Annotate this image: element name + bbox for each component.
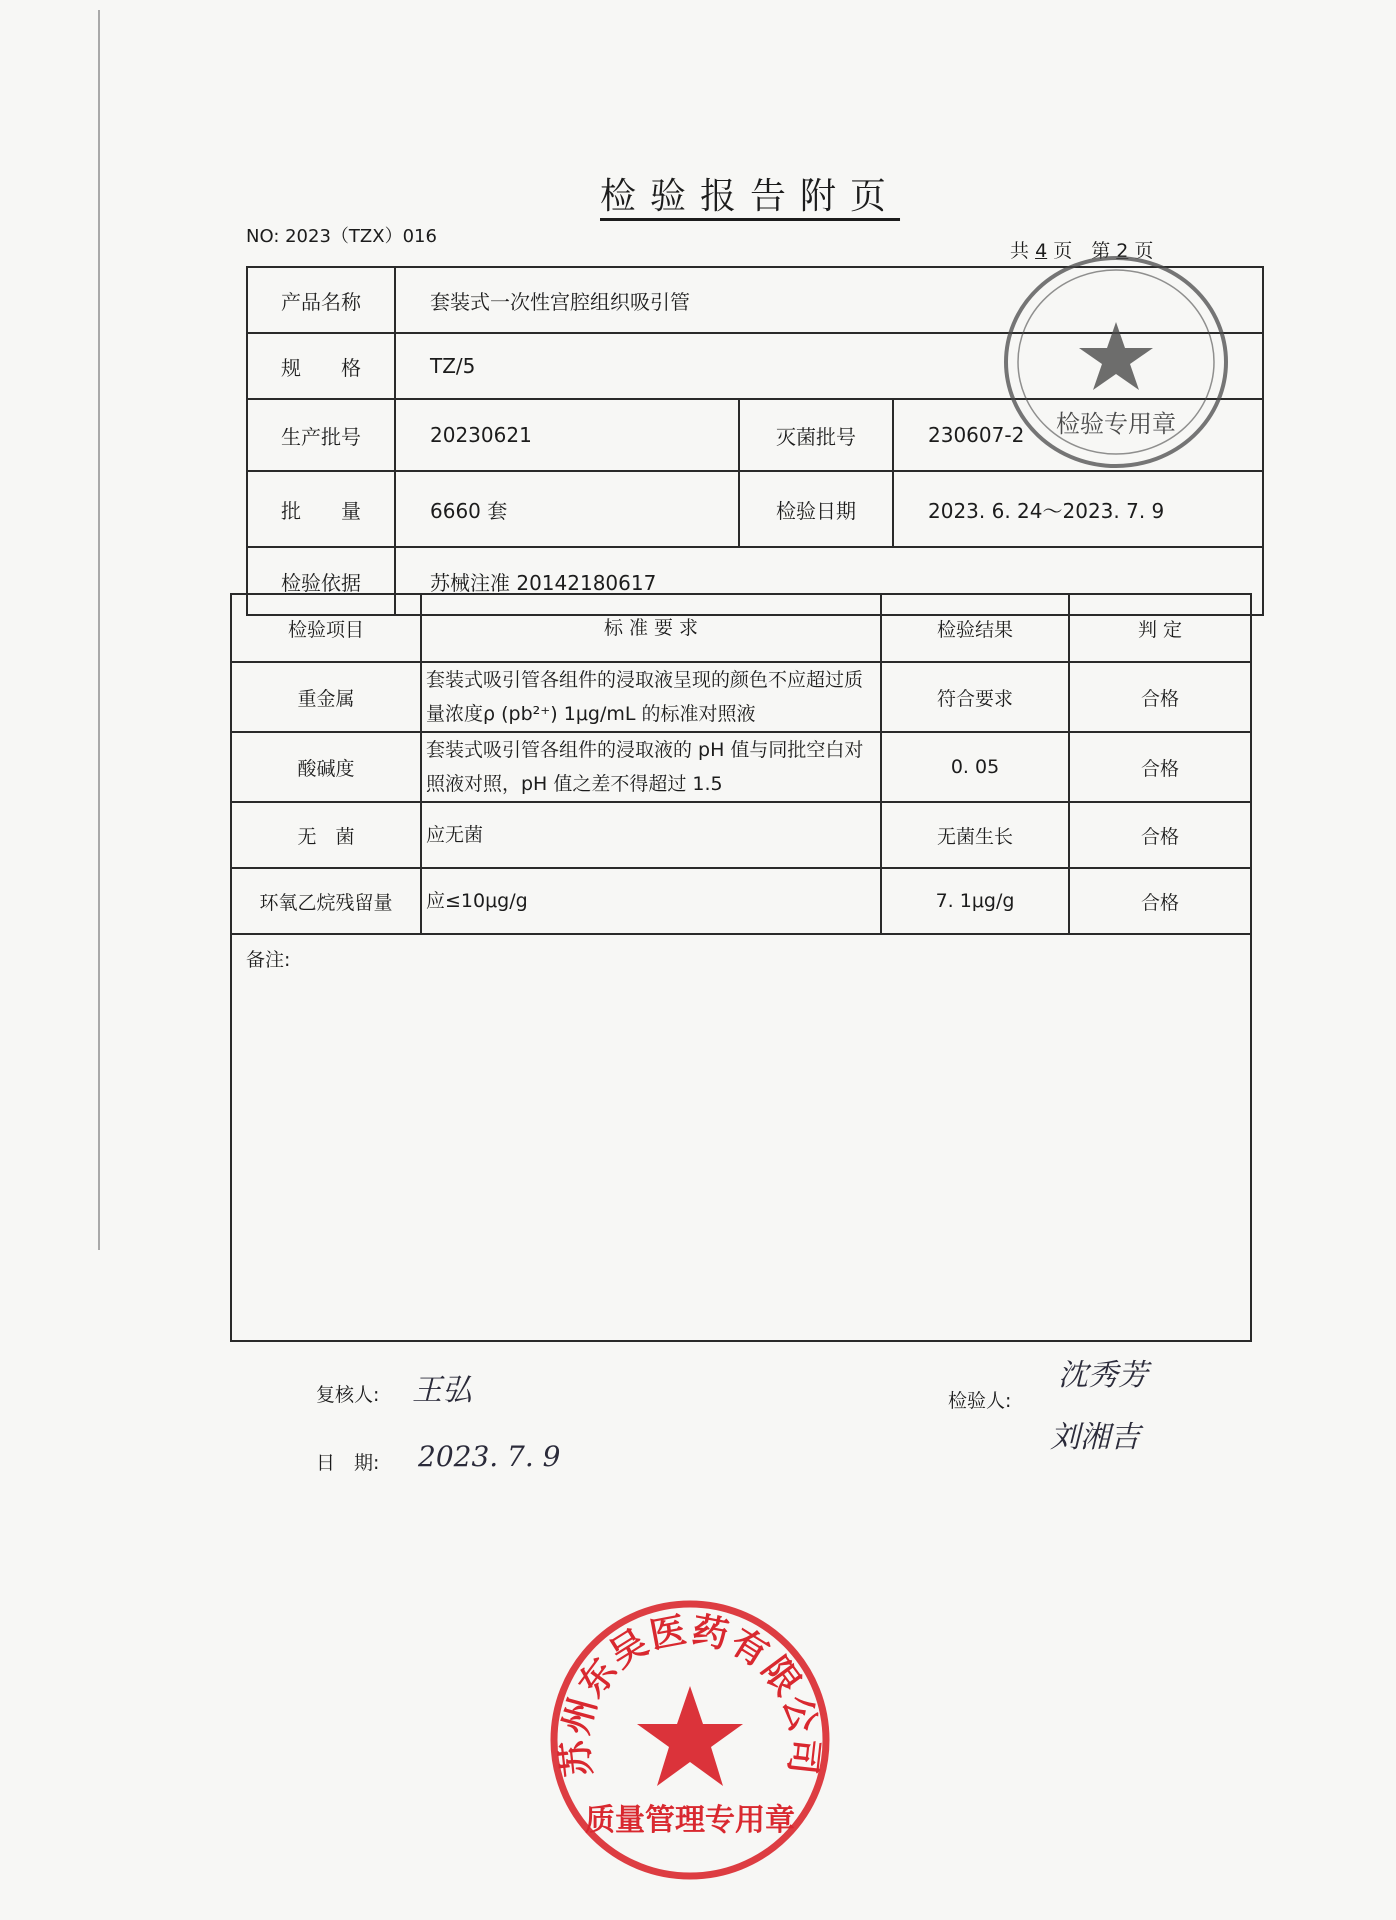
table-row [232,733,1250,803]
spec-label: 规 格 [248,334,396,398]
table-row [232,869,1250,935]
table-row [232,663,1250,733]
page-total: 4 [1035,240,1048,262]
inspector-signature-2: 刘湘吉 [1050,1420,1140,1455]
table-row [232,803,1250,869]
header-verdict: 判 定 [1137,618,1183,641]
row-requirement: 应≤10μg/g [422,869,882,933]
reviewer-label: 复核人: [316,1384,380,1406]
seal-purpose-text: 质量管理专用章 [585,1803,795,1838]
basis-value: 苏械注准 20142180617 [430,570,657,595]
results-header-row [232,593,1250,663]
row-item: 无 菌 [232,803,422,867]
row-item: 酸碱度 [232,733,422,801]
row-requirement: 套装式吸引管各组件的浸取液的 pH 值与同批空白对照液对照，pH 值之差不得超过 1.5 [422,733,882,801]
inspection-stamp-text: 检验专用章 [1056,410,1176,438]
seal-company-name: 苏州东吴医药有限公司 [553,1608,827,1779]
test-results-table [230,593,1252,1342]
row-requirement: 套装式吸引管各组件的浸取液呈现的颜色不应超过质量浓度ρ (pb²⁺) 1μg/mL 的标准对照液 [422,663,882,731]
product-name-value: 套装式一次性宫腔组织吸引管 [430,289,690,314]
batch-label: 生产批号 [248,400,396,470]
page-title: 检验报告附页 [600,176,901,217]
test-date-value: 2023. 6. 24～2023. 7. 9 [928,498,1165,523]
inspector-signature-1: 沈秀芳 [1058,1358,1148,1393]
sterile-batch-value: 230607-2 [928,423,1025,447]
row-result: 无菌生长 [882,803,1070,867]
header-requirement: 标 准 要 求 [422,595,882,661]
row-result: 0. 05 [882,733,1070,801]
row-item: 重金属 [232,663,422,731]
handwritten-date: 2023. 7. 9 [418,1440,561,1473]
remarks-label: 备注: [246,949,291,971]
page-suffix: 页 [1134,240,1154,262]
batch-value: 20230621 [396,400,740,470]
test-date-label: 检验日期 [740,472,894,546]
report-number: NO: 2023（TZX）016 [246,226,437,247]
remarks-area [232,935,1250,1340]
quantity-label: 批 量 [248,472,396,546]
inspector-label: 检验人: [948,1390,1012,1412]
header-result: 检验结果 [882,595,1070,661]
row-verdict: 合格 [1140,825,1179,848]
row-result: 7. 1μg/g [882,869,1070,933]
sterile-batch-label: 灭菌批号 [740,400,894,470]
quantity-row [248,472,1262,548]
row-verdict: 合格 [1140,687,1179,710]
row-verdict: 合格 [1140,891,1179,914]
row-item: 环氧乙烷残留量 [232,869,422,933]
date-label: 日 期: [316,1452,380,1474]
page-current: 2 [1116,240,1129,262]
quantity-value: 6660 套 [396,472,740,546]
product-name-label: 产品名称 [248,268,396,332]
row-verdict: 合格 [1140,757,1179,780]
page-prefix: 共 [1010,240,1030,262]
scan-edge-line [98,10,100,1250]
header-item: 检验项目 [232,595,422,661]
company-seal [540,1590,840,1890]
page-mid: 页 第 [1053,240,1111,262]
row-requirement: 应无菌 [422,803,882,867]
spec-value: TZ/5 [430,354,476,378]
row-result: 符合要求 [882,663,1070,731]
inspection-stamp [996,250,1236,480]
basis-label: 检验依据 [248,548,396,614]
reviewer-signature: 王弘 [412,1373,472,1408]
